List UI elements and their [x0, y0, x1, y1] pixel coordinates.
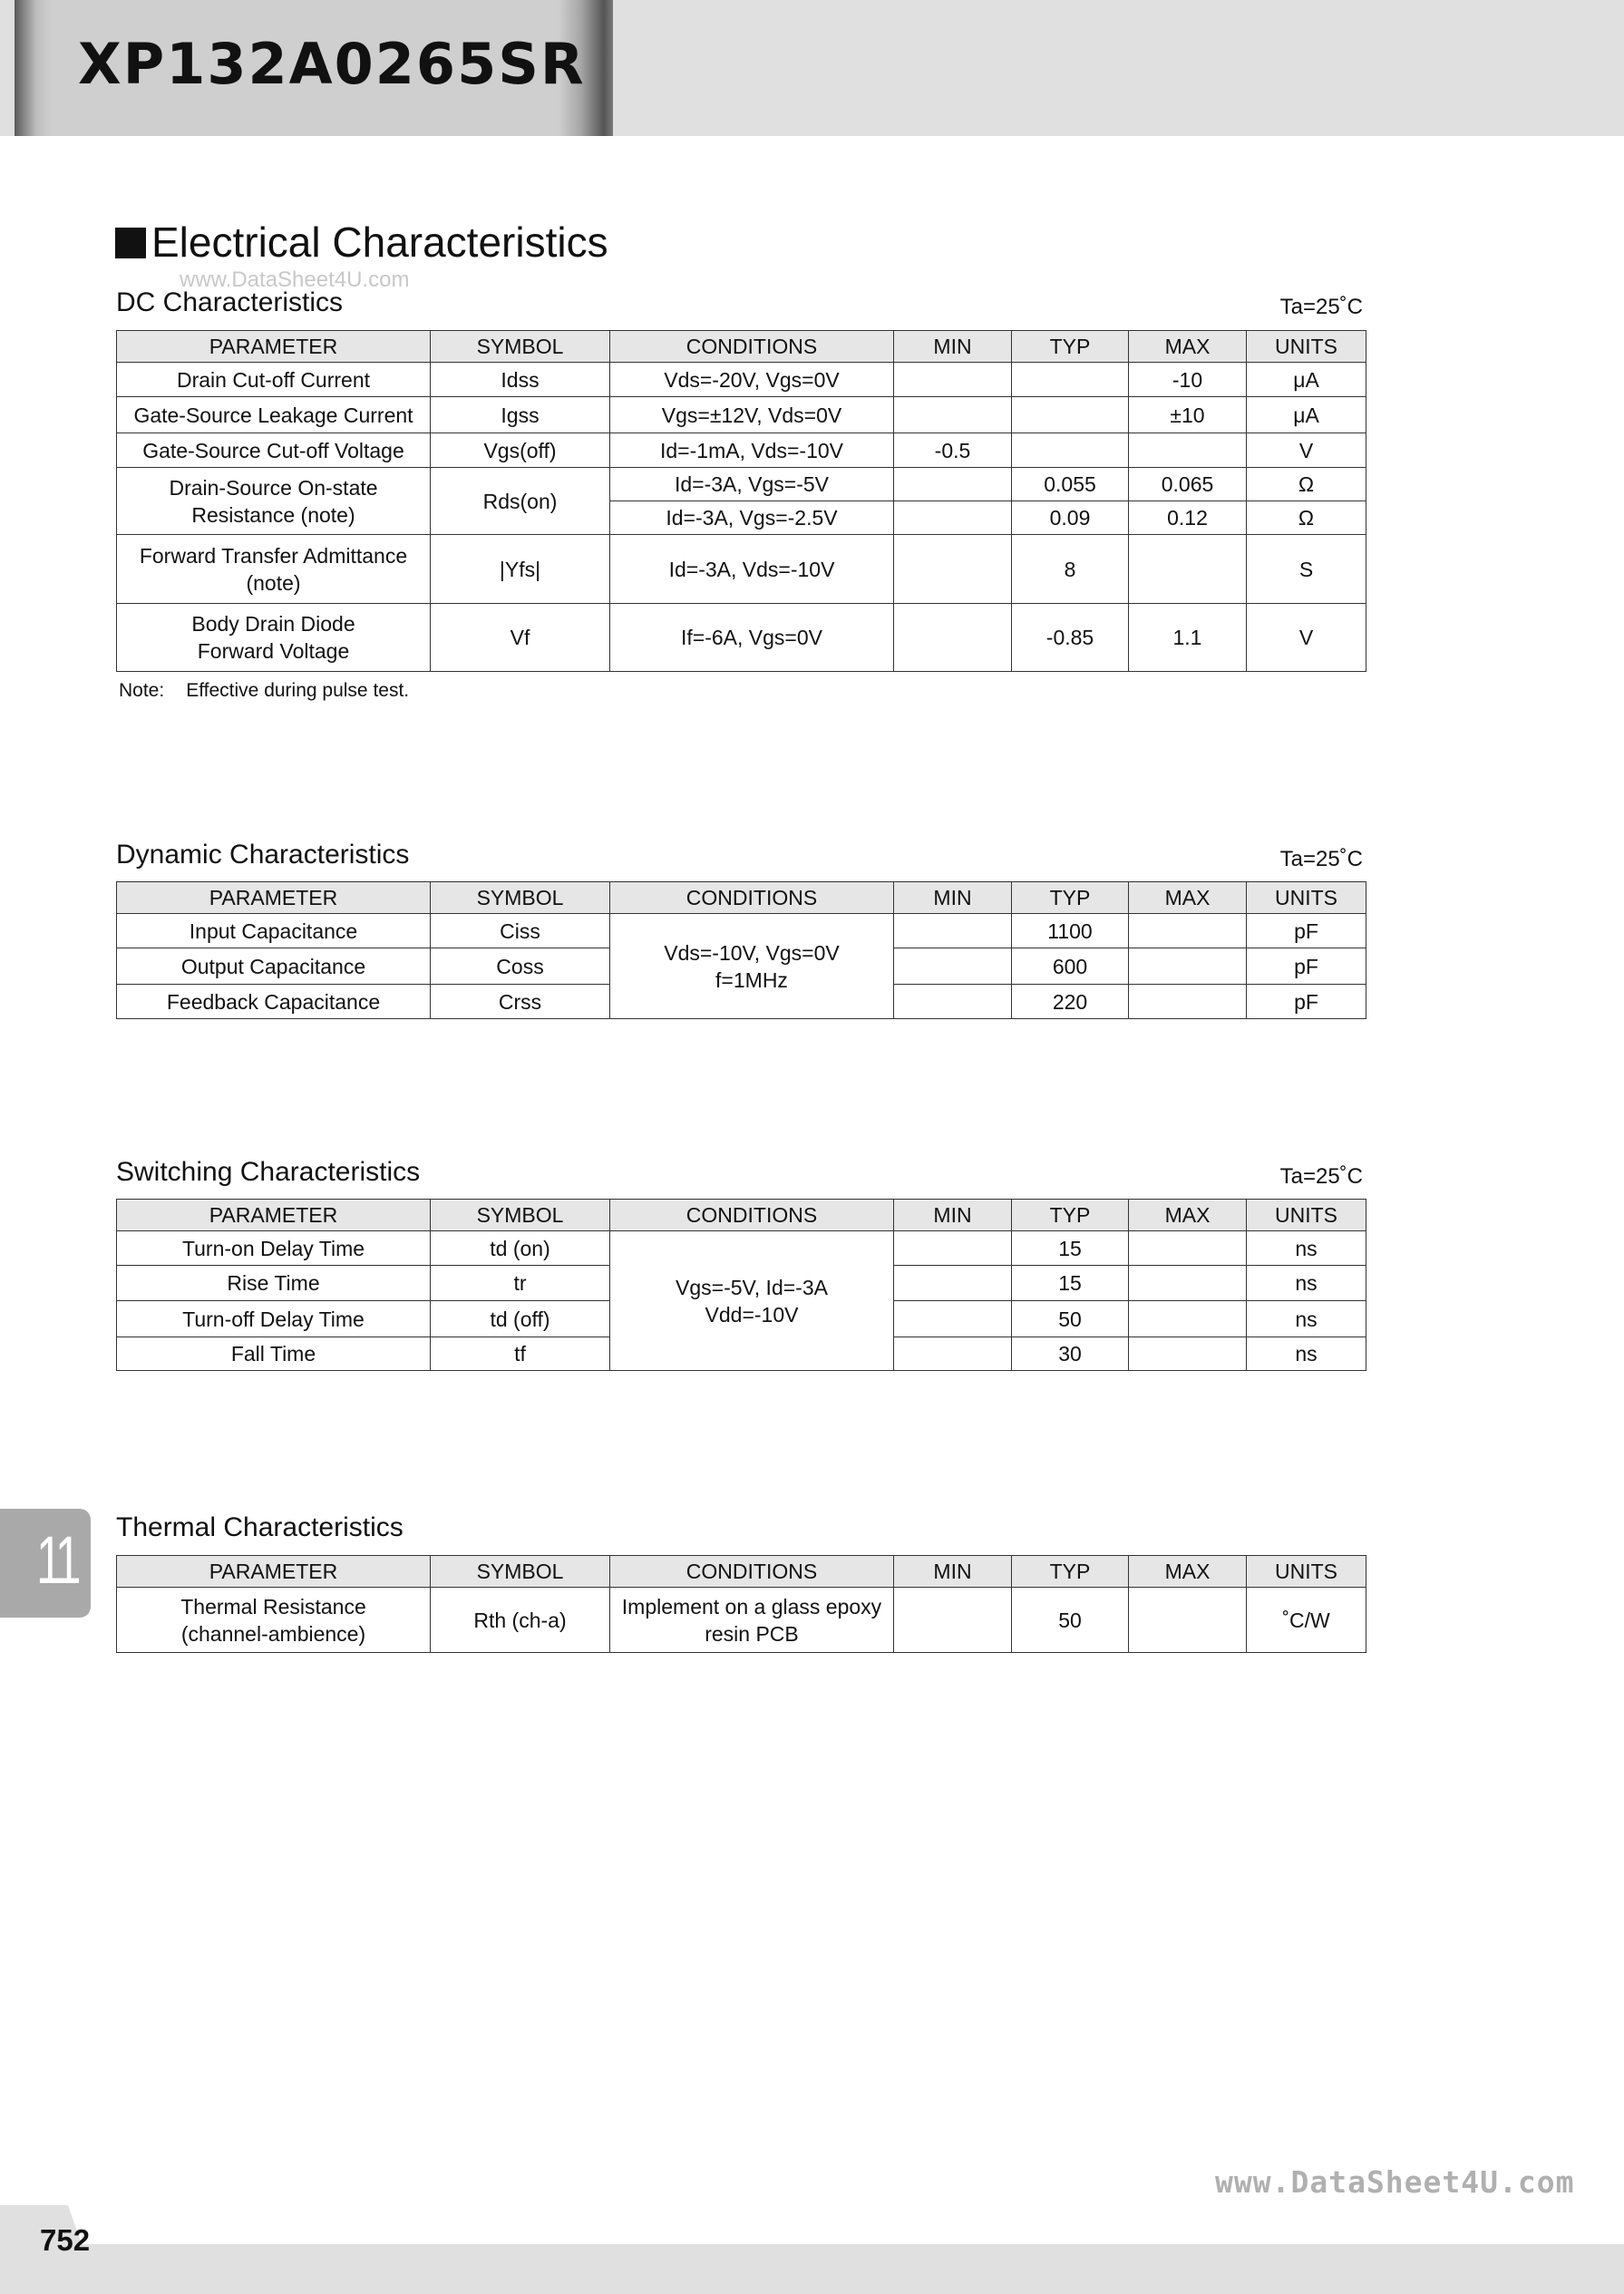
cell-units: V — [1247, 433, 1366, 468]
cell-units: ns — [1247, 1231, 1366, 1266]
col-min: MIN — [894, 1200, 1012, 1231]
cell-units: ns — [1247, 1337, 1366, 1371]
cell-typ — [1012, 433, 1129, 468]
cell-units: ˚C/W — [1247, 1588, 1366, 1653]
cell-min — [894, 468, 1012, 501]
cell-typ: 30 — [1012, 1337, 1129, 1371]
parameter-line-1: Body Drain Diode — [191, 612, 355, 636]
cell-max — [1129, 948, 1247, 985]
cell-min — [894, 535, 1012, 604]
col-max: MAX — [1129, 331, 1247, 363]
cell-parameter: Drain Cut-off Current — [117, 363, 431, 397]
col-symbol: SYMBOL — [431, 1556, 610, 1588]
cell-max — [1129, 1231, 1247, 1266]
cell-units: μA — [1247, 397, 1366, 433]
cell-parameter: Feedback Capacitance — [117, 985, 431, 1019]
cell-units: ns — [1247, 1301, 1366, 1337]
cell-max: 0.065 — [1129, 468, 1247, 501]
cell-max — [1129, 1301, 1247, 1337]
cell-symbol: Idss — [431, 363, 610, 397]
table-row — [117, 535, 1366, 604]
parameter-line-2: (channel-ambience) — [180, 1621, 366, 1646]
col-parameter: PARAMETER — [117, 1556, 431, 1588]
col-symbol: SYMBOL — [431, 1200, 610, 1231]
table-row — [117, 914, 1366, 948]
cell-symbol: |Yfs| — [431, 535, 610, 604]
table-row — [117, 397, 1366, 433]
cell-max — [1129, 433, 1247, 468]
cell-symbol: td (on) — [431, 1231, 610, 1266]
cell-max — [1129, 914, 1247, 948]
col-parameter: PARAMETER — [117, 331, 431, 363]
cell-symbol: Rds(on) — [431, 468, 610, 535]
note-label: Note: — [119, 680, 165, 701]
cell-typ: 220 — [1012, 985, 1129, 1019]
parameter-line-2: (note) — [246, 570, 301, 595]
parameter-line-2: Forward Voltage — [197, 639, 350, 663]
cell-parameter — [117, 535, 431, 604]
cell-symbol: td (off) — [431, 1301, 610, 1337]
cell-conditions: Id=-3A, Vds=-10V — [610, 535, 894, 604]
cell-conditions — [610, 1231, 894, 1371]
dynamic-table — [116, 881, 1366, 1019]
table-row — [117, 363, 1366, 397]
cell-min — [894, 363, 1012, 397]
table-row — [117, 1588, 1366, 1653]
col-conditions: CONDITIONS — [610, 331, 894, 363]
footer-watermark: www.DataSheet4U.com — [1215, 2164, 1575, 2200]
switching-temp: Ta=25˚C — [1279, 1164, 1363, 1189]
table-header-row — [117, 1556, 1366, 1588]
cell-max: 0.12 — [1129, 501, 1247, 535]
switching-table — [116, 1199, 1366, 1371]
col-parameter: PARAMETER — [117, 1200, 431, 1231]
col-symbol: SYMBOL — [431, 882, 610, 914]
cell-min — [894, 1337, 1012, 1371]
cell-symbol: Igss — [431, 397, 610, 433]
col-units: UNITS — [1247, 1200, 1366, 1231]
cell-min — [894, 1588, 1012, 1653]
cell-units: ns — [1247, 1266, 1366, 1301]
cell-max: 1.1 — [1129, 604, 1247, 672]
dynamic-temp: Ta=25˚C — [1279, 847, 1363, 871]
cell-min — [894, 501, 1012, 535]
cell-parameter: Fall Time — [117, 1337, 431, 1371]
cell-typ: 600 — [1012, 948, 1129, 985]
table-row — [117, 604, 1366, 672]
cell-typ: -0.85 — [1012, 604, 1129, 672]
parameter-line-1: Drain-Source On-state — [169, 475, 378, 500]
cell-units: pF — [1247, 985, 1366, 1019]
cell-typ: 50 — [1012, 1301, 1129, 1337]
cell-conditions: If=-6A, Vgs=0V — [610, 604, 894, 672]
cell-conditions — [610, 914, 894, 1019]
table-header-row — [117, 331, 1366, 363]
dynamic-heading: Dynamic Characteristics — [116, 840, 410, 870]
cell-parameter: Turn-off Delay Time — [117, 1301, 431, 1337]
cell-min — [894, 604, 1012, 672]
page-number: 752 — [40, 2223, 91, 2257]
parameter-line-2: Resistance (note) — [191, 502, 355, 527]
conditions-line-1: Implement on a glass epoxy — [621, 1594, 882, 1618]
cell-max — [1129, 1588, 1247, 1653]
cell-conditions: Id=-1mA, Vds=-10V — [610, 433, 894, 468]
section-title — [115, 218, 608, 267]
cell-symbol: Rth (ch-a) — [431, 1588, 610, 1653]
cell-typ — [1012, 363, 1129, 397]
part-number: XP132A0265SR — [78, 31, 586, 97]
conditions-line-2: resin PCB — [705, 1621, 799, 1646]
col-units: UNITS — [1247, 1556, 1366, 1588]
col-conditions: CONDITIONS — [610, 882, 894, 914]
col-min: MIN — [894, 882, 1012, 914]
table-header-row — [117, 1200, 1366, 1231]
table-row — [117, 468, 1366, 501]
cell-typ: 50 — [1012, 1588, 1129, 1653]
watermark: www.DataSheet4U.com — [180, 267, 410, 292]
cell-parameter: Turn-on Delay Time — [117, 1231, 431, 1266]
cell-symbol: tf — [431, 1337, 610, 1371]
table-row — [117, 433, 1366, 468]
cell-parameter: Rise Time — [117, 1266, 431, 1301]
footer-band — [0, 2244, 1624, 2294]
col-typ: TYP — [1012, 1200, 1129, 1231]
parameter-line-1: Thermal Resistance — [180, 1594, 366, 1618]
cell-parameter — [117, 468, 431, 535]
cell-units: pF — [1247, 948, 1366, 985]
cell-typ: 15 — [1012, 1231, 1129, 1266]
cell-conditions: Vds=-20V, Vgs=0V — [610, 363, 894, 397]
cell-max — [1129, 1266, 1247, 1301]
note — [119, 680, 409, 702]
cell-parameter — [117, 604, 431, 672]
col-min: MIN — [894, 1556, 1012, 1588]
cell-units: μA — [1247, 363, 1366, 397]
cell-max: ±10 — [1129, 397, 1247, 433]
switching-heading: Switching Characteristics — [116, 1157, 421, 1187]
thermal-heading: Thermal Characteristics — [116, 1512, 404, 1542]
parameter-line-1: Forward Transfer Admittance — [139, 543, 408, 568]
cell-min — [894, 914, 1012, 948]
conditions-line-1: Vds=-10V, Vgs=0V — [664, 940, 840, 965]
col-max: MAX — [1129, 882, 1247, 914]
dc-temp: Ta=25˚C — [1279, 295, 1363, 319]
cell-typ: 8 — [1012, 535, 1129, 604]
cell-parameter — [117, 1588, 431, 1653]
cell-max — [1129, 535, 1247, 604]
cell-units: S — [1247, 535, 1366, 604]
col-typ: TYP — [1012, 331, 1129, 363]
conditions-line-2: Vdd=-10V — [705, 1302, 799, 1327]
cell-conditions: Id=-3A, Vgs=-5V — [610, 468, 894, 501]
col-min: MIN — [894, 331, 1012, 363]
cell-units: Ω — [1247, 468, 1366, 501]
table-header-row — [117, 882, 1366, 914]
cell-min: -0.5 — [894, 433, 1012, 468]
cell-parameter: Gate-Source Leakage Current — [117, 397, 431, 433]
cell-conditions — [610, 1588, 894, 1653]
cell-parameter: Input Capacitance — [117, 914, 431, 948]
cell-min — [894, 985, 1012, 1019]
cell-symbol: Ciss — [431, 914, 610, 948]
cell-max: -10 — [1129, 363, 1247, 397]
cell-max — [1129, 985, 1247, 1019]
cell-conditions: Vgs=±12V, Vds=0V — [610, 397, 894, 433]
cell-parameter: Gate-Source Cut-off Voltage — [117, 433, 431, 468]
conditions-line-2: f=1MHz — [715, 967, 788, 992]
col-parameter: PARAMETER — [117, 882, 431, 914]
cell-typ: 15 — [1012, 1266, 1129, 1301]
cell-units: pF — [1247, 914, 1366, 948]
table-row — [117, 1231, 1366, 1266]
thermal-table — [116, 1555, 1366, 1653]
cell-min — [894, 1266, 1012, 1301]
note-text: Effective during pulse test. — [186, 680, 410, 701]
title-box — [15, 0, 613, 136]
cell-symbol: Vgs(off) — [431, 433, 610, 468]
col-units: UNITS — [1247, 882, 1366, 914]
col-max: MAX — [1129, 1200, 1247, 1231]
chapter-number: 11 — [36, 1522, 78, 1598]
col-units: UNITS — [1247, 331, 1366, 363]
chapter-tab — [0, 1509, 91, 1618]
col-max: MAX — [1129, 1556, 1247, 1588]
cell-min — [894, 1231, 1012, 1266]
col-conditions: CONDITIONS — [610, 1200, 894, 1231]
cell-min — [894, 948, 1012, 985]
cell-min — [894, 397, 1012, 433]
cell-symbol: tr — [431, 1266, 610, 1301]
col-symbol: SYMBOL — [431, 331, 610, 363]
cell-symbol: Crss — [431, 985, 610, 1019]
cell-min — [894, 1301, 1012, 1337]
cell-typ: 1100 — [1012, 914, 1129, 948]
conditions-line-1: Vgs=-5V, Id=-3A — [676, 1275, 828, 1299]
cell-conditions: Id=-3A, Vgs=-2.5V — [610, 501, 894, 535]
col-conditions: CONDITIONS — [610, 1556, 894, 1588]
cell-parameter: Output Capacitance — [117, 948, 431, 985]
square-bullet-icon — [115, 228, 146, 258]
cell-max — [1129, 1337, 1247, 1371]
cell-typ — [1012, 397, 1129, 433]
section-title-text: Electrical Characteristics — [151, 219, 608, 266]
dc-heading: DC Characteristics — [116, 287, 344, 317]
cell-units: V — [1247, 604, 1366, 672]
cell-typ: 0.09 — [1012, 501, 1129, 535]
cell-typ: 0.055 — [1012, 468, 1129, 501]
cell-symbol: Coss — [431, 948, 610, 985]
col-typ: TYP — [1012, 882, 1129, 914]
cell-symbol: Vf — [431, 604, 610, 672]
dc-table — [116, 330, 1366, 672]
col-typ: TYP — [1012, 1556, 1129, 1588]
cell-units: Ω — [1247, 501, 1366, 535]
